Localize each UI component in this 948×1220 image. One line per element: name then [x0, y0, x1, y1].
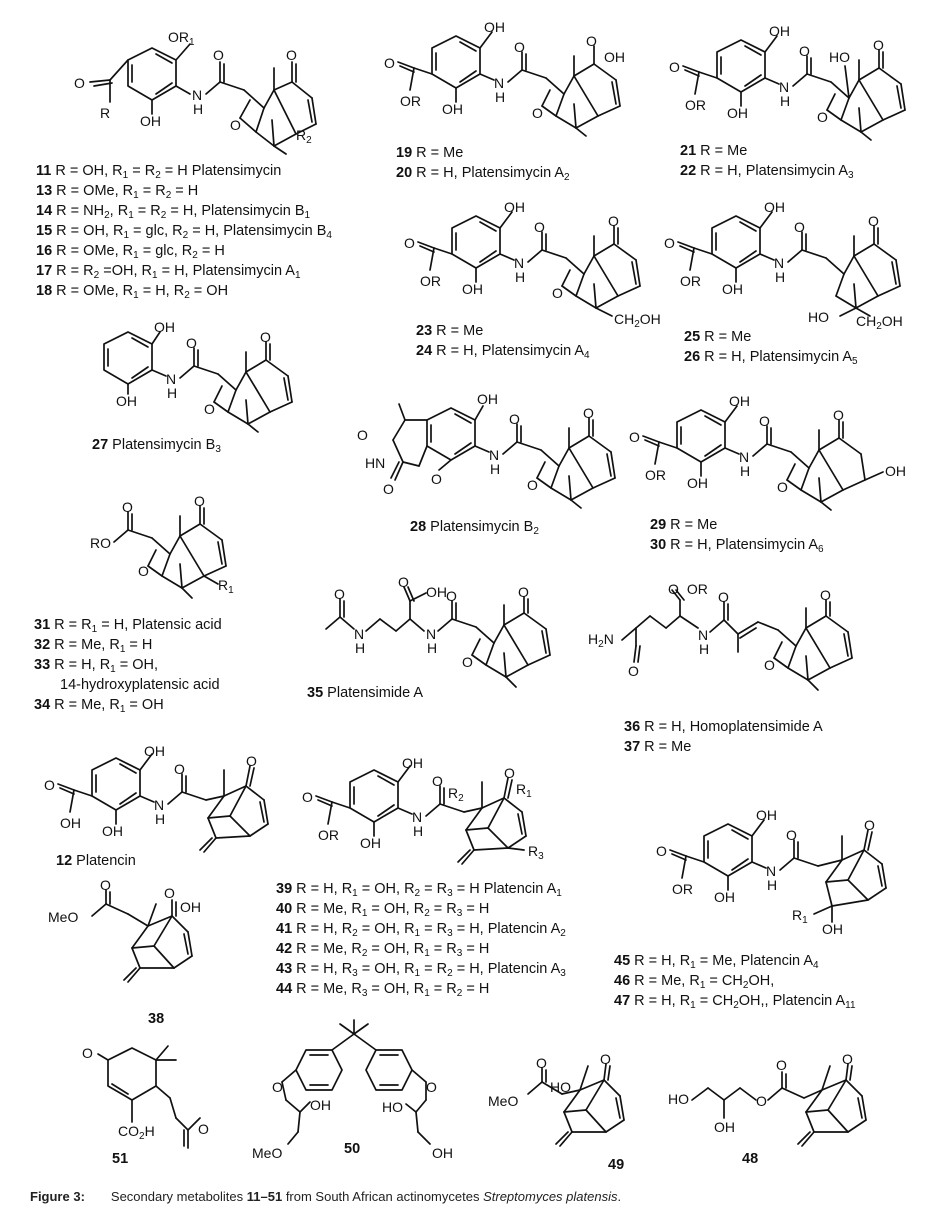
atom-oh: OH	[462, 281, 483, 297]
atom-o: O	[664, 235, 675, 251]
atom-o-amide: O	[514, 39, 525, 55]
atom-r2: $R_2$	[448, 785, 464, 804]
caption-21: 21 R = Me	[680, 143, 748, 159]
caption-43: 43 R = H, $R_3$ = OH, $R_1 = R_2 = H$, Platencin $A_3$	[276, 961, 566, 979]
caption-29: 29 R = Me	[650, 517, 718, 533]
atom-oh: OH	[426, 584, 447, 600]
atom-o: O	[656, 843, 667, 859]
atom-o-ketone: O	[583, 405, 594, 421]
atom-o-ether: O	[764, 657, 775, 673]
caption-40: 40 R = Me, $R_1$ = OH, $R_2 = R_3 = H$	[276, 901, 490, 919]
atom-o: O	[426, 1079, 437, 1095]
atom-o-ether: O	[532, 105, 543, 121]
atom-o-ketone: O	[820, 587, 831, 603]
atom-meo: MeO	[48, 909, 79, 925]
atom-ho: HO	[382, 1099, 403, 1115]
atom-o-ketone: O	[586, 33, 597, 49]
atom-oh: OH	[504, 199, 525, 215]
atom-n: N	[698, 627, 709, 643]
atom-o-amide: O	[186, 335, 197, 351]
atom-n: N	[489, 447, 500, 463]
atom-or: OR	[680, 273, 701, 289]
structure-49	[488, 1050, 668, 1170]
atom-o-amide: O	[174, 761, 185, 777]
caption-17: 17 $R = R_2 =OH$, $R_1 = H$, Platensimycin $A_1$	[36, 263, 301, 281]
structure-29-30	[625, 392, 915, 517]
atom-n: N	[774, 255, 785, 271]
caption-44: 44 R = Me, $R_3$ = OH, $R_1 = R_2 = H$	[276, 981, 490, 999]
atom-o-amide: O	[446, 588, 457, 604]
atom-o-ketone: O	[164, 885, 175, 901]
atom-o: O	[44, 777, 55, 793]
atom-h: H	[699, 641, 710, 657]
atom-o-amide: O	[534, 219, 545, 235]
atom-n: N	[354, 626, 365, 642]
caption-30: 30 R = H, Platensimycin $A_6$	[650, 537, 824, 555]
atom-n: N	[426, 626, 437, 642]
structure-12	[40, 740, 300, 860]
structure-19-20-bonds	[380, 18, 650, 138]
structure-51	[70, 1030, 240, 1160]
structure-45-47	[652, 806, 932, 946]
structure-51-bonds	[70, 1030, 240, 1160]
atom-o: O	[383, 481, 394, 497]
atom-h: H	[490, 461, 501, 477]
atom-o-ketone: O	[600, 1051, 611, 1067]
atom-o-ketone: O	[868, 213, 879, 229]
structure-35	[310, 574, 600, 695]
atom-n: N	[766, 863, 777, 879]
caption-50: 50	[344, 1141, 361, 1157]
atom-o: O	[272, 1079, 283, 1095]
atom-o-ether: O	[817, 109, 828, 125]
caption-48: 48	[742, 1151, 759, 1167]
atom-h2n: $H_2N$	[588, 631, 614, 650]
atom-o-ketone: O	[246, 753, 257, 769]
atom-o-ether: O	[777, 479, 788, 495]
atom-n: N	[514, 255, 525, 271]
atom-oh: OH	[442, 101, 463, 117]
caption-41: 41 R = H, $R_2$ = OH, $R_1 = R_3 = H$, Platencin $A_2$	[276, 921, 566, 939]
structure-50	[250, 1020, 480, 1170]
atom-n: N	[739, 449, 750, 465]
atom-o-ketone: O	[842, 1051, 853, 1067]
atom-oh-ring: OH	[604, 49, 625, 65]
structure-28	[355, 390, 635, 515]
atom-or: OR	[645, 467, 666, 483]
caption-35: 35 Platensimide A	[307, 685, 424, 701]
atom-ch2oh: $CH_2OH$	[614, 311, 661, 330]
caption-28: 28 Platensimycin $B_2$	[410, 519, 539, 537]
atom-r1: $R_1$	[516, 781, 532, 800]
caption-45: 45 R = H, $R_1 = Me$, Platencin $A_4$	[614, 953, 819, 971]
atom-h: H	[775, 269, 786, 285]
atom-o-amide: O	[213, 47, 224, 63]
atom-o-amide: O	[786, 827, 797, 843]
atom-oh: OH	[729, 393, 750, 409]
atom-oh: OH	[310, 1097, 331, 1113]
structure-12-bonds	[40, 740, 300, 860]
atom-ho: HO	[829, 49, 850, 65]
figure-caption: Figure 3: Secondary metabolites 11–51 from South African actinomycetes Streptomyces platensis.	[30, 1189, 622, 1204]
caption-31: 31 $R = R_1 = H$, Platensic acid	[34, 617, 222, 635]
atom-o: O	[82, 1045, 93, 1061]
atom-oh: OH	[722, 281, 743, 297]
atom-o: O	[756, 1093, 767, 1109]
atom-oh: OH	[180, 899, 201, 915]
atom-o: O	[404, 235, 415, 251]
atom-o-amide: O	[759, 413, 770, 429]
structure-23-24	[400, 198, 670, 328]
atom-n: N	[192, 87, 203, 103]
atom-o: O	[357, 427, 368, 443]
caption-49: 49	[608, 1157, 625, 1173]
atom-n: N	[494, 75, 505, 91]
atom-o-ketone: O	[198, 1121, 209, 1137]
atom-oh: OH	[432, 1145, 453, 1161]
atom-ho: HO	[668, 1091, 689, 1107]
atom-o-ether: O	[230, 117, 241, 133]
atom-o-ether: O	[138, 563, 149, 579]
structure-27	[90, 314, 320, 434]
structure-25-26	[660, 198, 930, 332]
atom-o-ether: O	[552, 285, 563, 301]
atom-oh: OH	[360, 835, 381, 851]
atom-r3: $R_3$	[528, 843, 544, 862]
atom-or: OR	[420, 273, 441, 289]
atom-oh-ring: OH	[822, 921, 843, 937]
caption-12: 12 Platencin	[56, 853, 136, 869]
atom-o-ketone: O	[518, 584, 529, 600]
caption-20: 20 R = H, Platensimycin $A_2$	[396, 165, 570, 183]
atom-o-ketone: O	[260, 329, 271, 345]
atom-o: O	[628, 663, 639, 679]
atom-o-amide: O	[799, 43, 810, 59]
atom-oh: OH	[154, 319, 175, 335]
caption-25: 25 R = Me	[684, 329, 752, 345]
atom-oh: OH	[687, 475, 708, 491]
atom-or: OR	[400, 93, 421, 109]
structure-31-34-bonds	[90, 493, 280, 616]
atom-n: N	[779, 79, 790, 95]
atom-co2h: $CO_2H$	[118, 1123, 155, 1142]
caption-11: 11 R = OH, $R_1 = R_2 = H$ Platensimycin	[36, 163, 282, 181]
caption-34: 34 R = Me, $R_1$ = OH	[34, 697, 164, 715]
atom-h: H	[515, 269, 526, 285]
atom-o-ketone: O	[864, 817, 875, 833]
atom-h: H	[780, 93, 791, 109]
structure-48-bonds	[668, 1050, 928, 1170]
atom-h: H	[193, 101, 204, 117]
atom-r2: $R_2$	[296, 127, 312, 146]
structure-11	[60, 20, 360, 160]
atom-or: OR	[672, 881, 693, 897]
structure-11-bonds	[60, 20, 360, 160]
structure-31-34	[90, 493, 280, 616]
caption-37: 37 R = Me	[624, 739, 692, 755]
atom-r: R	[100, 105, 111, 121]
atom-o: O	[669, 59, 680, 75]
atom-o-amide: O	[432, 773, 443, 789]
atom-ro: RO	[90, 535, 111, 551]
atom-meo: MeO	[488, 1093, 519, 1109]
caption-33-name: 14-hydroxyplatensic acid	[60, 677, 220, 693]
atom-o: O	[384, 55, 395, 71]
atom-o-amide: O	[718, 589, 729, 605]
atom-ho: HO	[550, 1079, 571, 1095]
atom-ho: HO	[808, 309, 829, 325]
caption-13: 13 R = OMe, $R_1 = R_2 = H$	[36, 183, 199, 201]
atom-o-ester: O	[100, 877, 111, 893]
atom-o-ester: O	[776, 1057, 787, 1073]
caption-22: 22 R = H, Platensimycin $A_3$	[680, 163, 854, 181]
structure-39-44-bonds	[298, 752, 588, 880]
caption-42: 42 R = Me, $R_2$ = OH, $R_1 = R_3 = H$	[276, 941, 490, 959]
caption-23: 23 R = Me	[416, 323, 484, 339]
atom-o-ketone: O	[504, 765, 515, 781]
atom-o-ether: O	[204, 401, 215, 417]
atom-oh: OH	[484, 19, 505, 35]
caption-19: 19 R = Me	[396, 145, 464, 161]
atom-o-acid: O	[122, 499, 133, 515]
structure-21-22-bonds	[665, 22, 935, 142]
structure-36-37	[588, 581, 928, 710]
atom-n: N	[166, 371, 177, 387]
atom-oh: OH	[144, 743, 165, 759]
atom-r1: $R_1$	[218, 577, 234, 596]
atom-oh: OH	[102, 823, 123, 839]
caption-38: 38	[148, 1011, 165, 1027]
atom-o-ester: O	[536, 1055, 547, 1071]
atom-oh: OH	[402, 755, 423, 771]
atom-h: H	[413, 823, 424, 839]
structure-39-44	[298, 752, 588, 880]
caption-32: 32 R = Me, $R_1 = H$	[34, 637, 153, 655]
atom-o-ketone: O	[286, 47, 297, 63]
structure-23-24-bonds	[400, 198, 670, 328]
structure-49-bonds	[488, 1050, 668, 1170]
atom-or: OR	[318, 827, 339, 843]
atom-oh: OH	[727, 105, 748, 121]
caption-24: 24 R = H, Platensimycin $A_4$	[416, 343, 590, 361]
atom-oh: OH	[140, 113, 161, 129]
structure-21-22	[665, 22, 935, 142]
atom-n: N	[412, 809, 423, 825]
atom-o-ketone: O	[608, 213, 619, 229]
caption-33: 33 R = H, $R_1$ = OH,	[34, 657, 159, 675]
atom-n: N	[154, 797, 165, 813]
atom-o-ketone: O	[873, 37, 884, 53]
atom-h: H	[355, 640, 366, 656]
atom-oh: OH	[714, 889, 735, 905]
caption-15: 15 R = OH, $R_1$ = glc, $R_2 = H$, Platensimycin $B_4$	[36, 223, 332, 241]
atom-o: O	[302, 789, 313, 805]
atom-h: H	[155, 811, 166, 827]
atom-oh: OH	[764, 199, 785, 215]
atom-hn: HN	[365, 455, 386, 471]
atom-oh: OH	[477, 391, 498, 407]
atom-o-acid: O	[398, 574, 409, 590]
caption-18: 18 R = OMe, $R_1 = H$, $R_2$ = OH	[36, 283, 229, 301]
atom-o-ether: O	[527, 477, 538, 493]
atom-meo: MeO	[252, 1145, 283, 1161]
structure-38-bonds	[48, 890, 238, 1010]
atom-oh: OH	[756, 807, 777, 823]
atom-r1: $R_1$	[792, 907, 808, 926]
atom-o: O	[629, 429, 640, 445]
atom-h: H	[767, 877, 778, 893]
atom-h: H	[740, 463, 751, 479]
caption-36: 36 R = H, Homoplatensimide A	[624, 719, 823, 735]
caption-26: 26 R = H, Platensimycin $A_5$	[684, 349, 858, 367]
structure-25-26-bonds	[660, 198, 930, 328]
structure-29-30-bonds	[625, 392, 915, 517]
caption-16: 16 R = OMe, $R_1$ = glc, $R_2 = H$	[36, 243, 225, 261]
atom-or: OR	[685, 97, 706, 113]
atom-oh-ring: OH	[885, 463, 906, 479]
atom-o-amide: O	[509, 411, 520, 427]
atom-o: O	[334, 586, 345, 602]
atom-oh: OH	[60, 815, 81, 831]
structure-48	[668, 1050, 928, 1170]
atom-o-ketone: O	[833, 407, 844, 423]
structure-38	[48, 877, 238, 1010]
atom-o-ring: O	[431, 471, 442, 487]
atom-h: H	[167, 385, 178, 401]
atom-or-ester: O OR	[668, 581, 708, 597]
atom-o: O	[74, 75, 85, 91]
atom-h: H	[495, 89, 506, 105]
atom-o-amide: O	[794, 219, 805, 235]
caption-51: 51	[112, 1151, 129, 1167]
atom-o-ether: O	[462, 654, 473, 670]
figure-caption-label: Figure 3:	[30, 1189, 85, 1204]
structure-19-20	[380, 18, 650, 138]
atom-oh: OH	[769, 23, 790, 39]
caption-39: 39 R = H, $R_1$ = OH, $R_2 = R_3 = H$ Platencin $A_1$	[276, 881, 562, 899]
atom-oh: OH	[116, 393, 137, 409]
caption-46: 46 R = Me, $R_1 = CH_2OH$,	[614, 973, 775, 991]
caption-14: 14 $R = NH_2$, $R_1 = R_2 = H$, Platensimycin $B_1$	[36, 203, 311, 221]
atom-o-ketone: O	[194, 493, 205, 509]
caption-47: 47 R = H, $R_1 = CH_2OH$,, Platencin $A_{11}$	[614, 993, 856, 1011]
atom-oh: OH	[714, 1119, 735, 1135]
atom-ch2oh: $CH_2OH$	[856, 313, 903, 332]
atom-or1: $OR_1$	[168, 29, 195, 48]
atom-h: H	[427, 640, 438, 656]
caption-27: 27 Platensimycin $B_3$	[92, 437, 221, 455]
